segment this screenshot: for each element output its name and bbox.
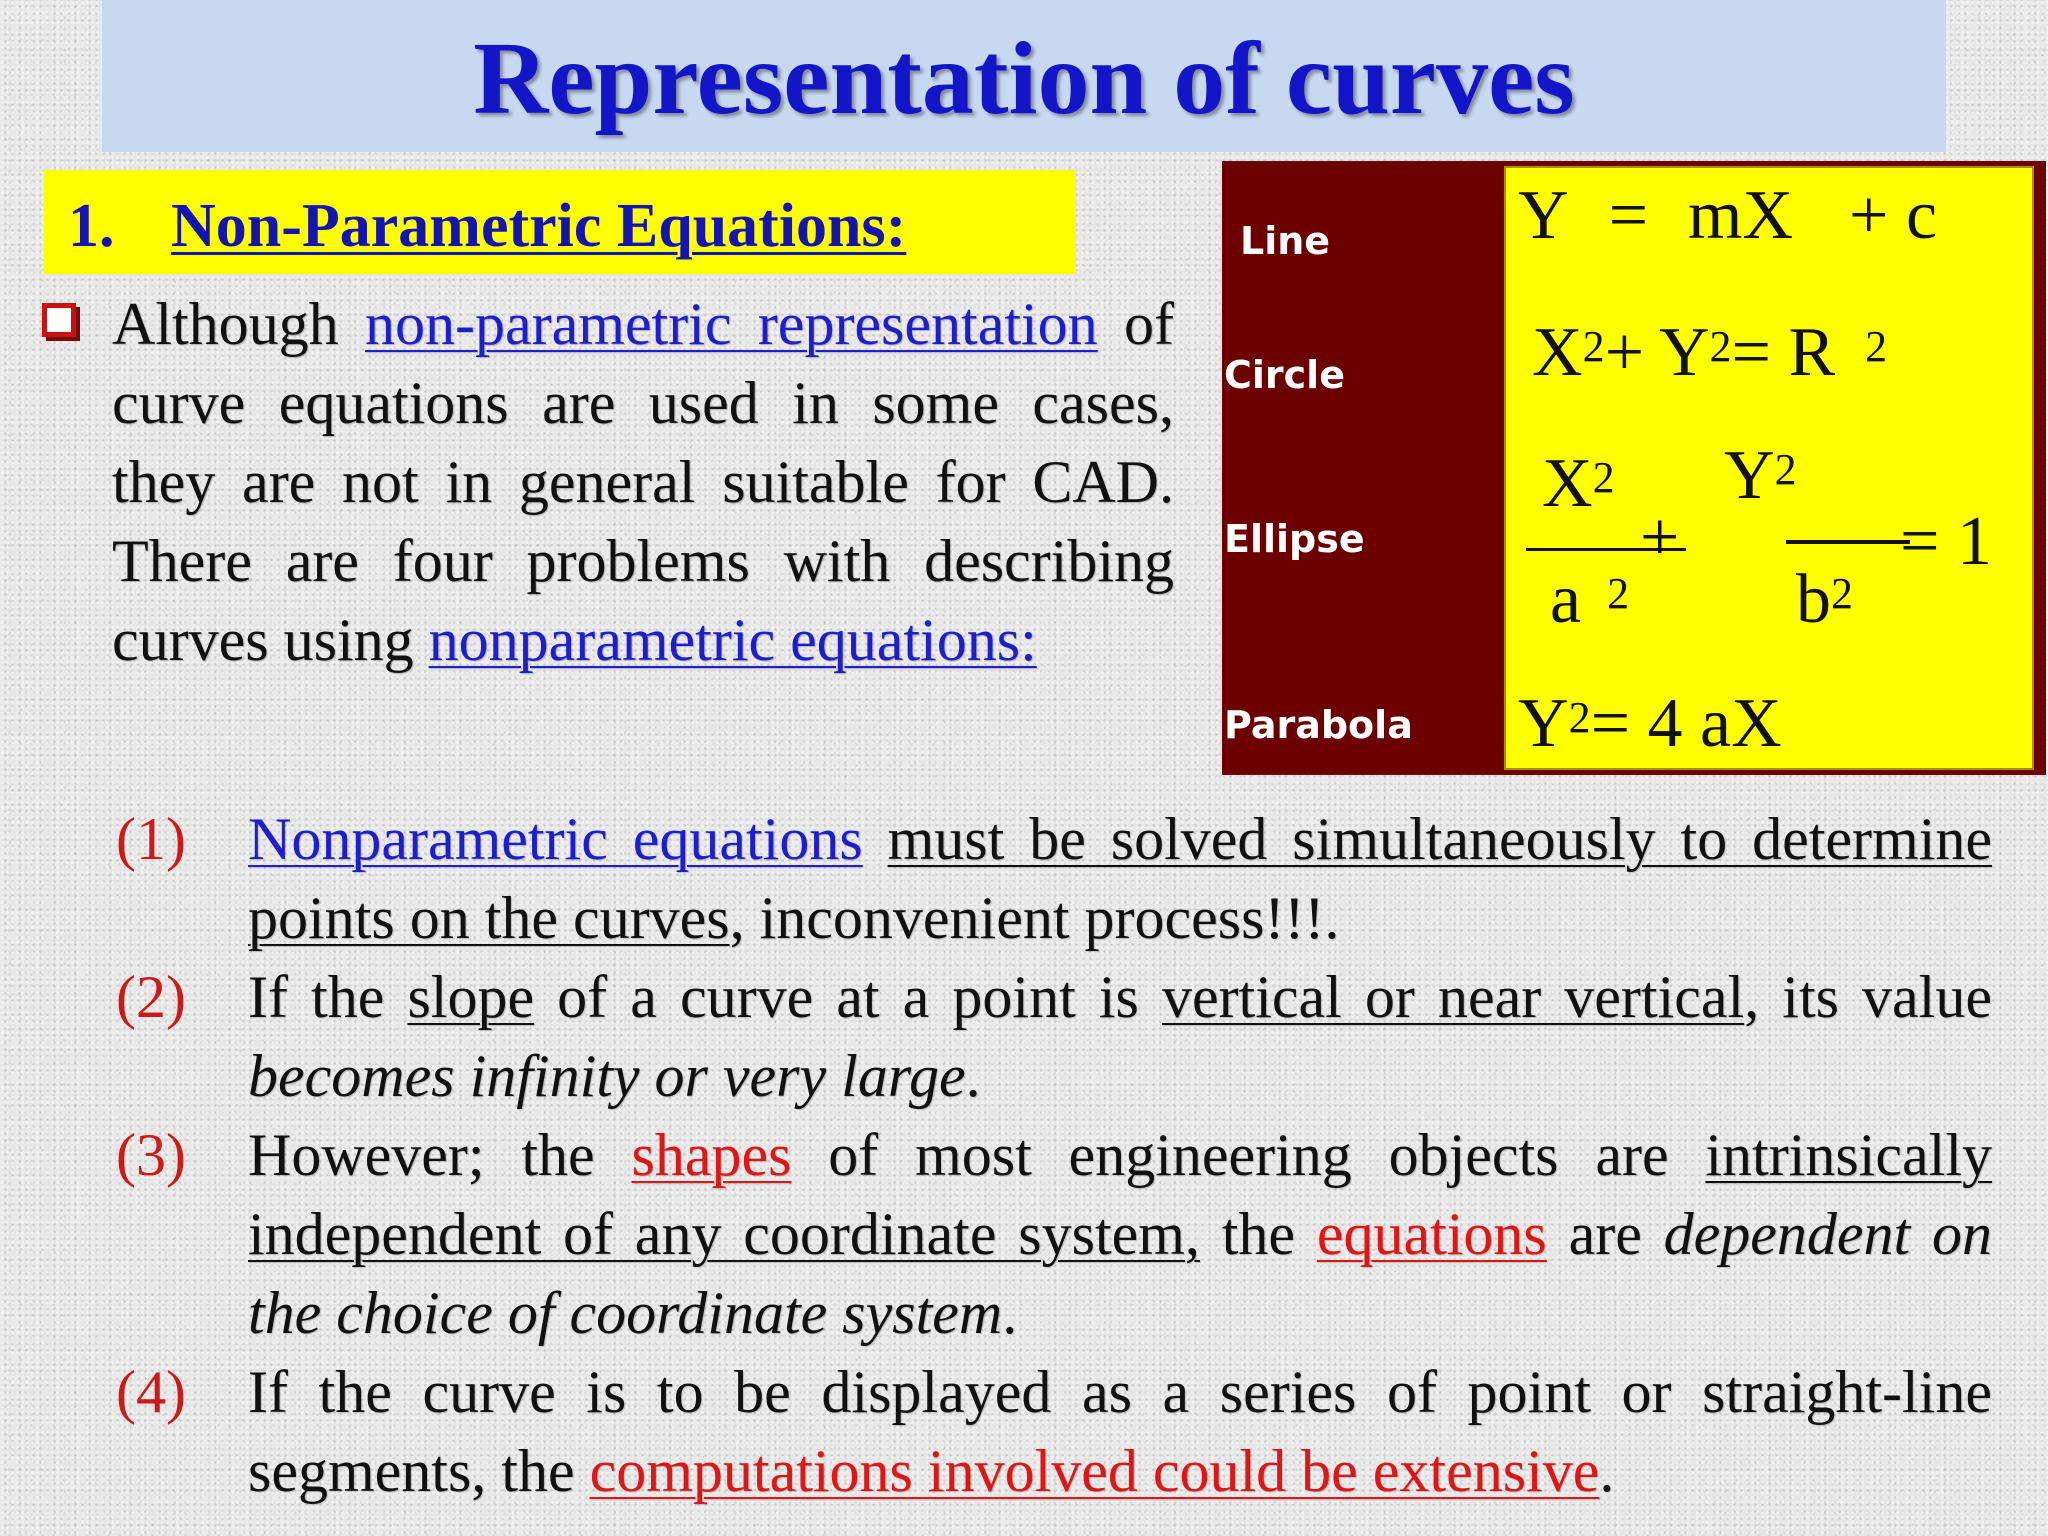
- item-1-link[interactable]: Nonparametric equations: [248, 806, 863, 872]
- intro-link-nonparametric-equations[interactable]: nonparametric equations:: [428, 607, 1037, 673]
- equation-circle: $X^2+ Y^2= R$ $^2$: [1532, 314, 1888, 391]
- ellipse-b: $b^2$: [1796, 561, 1853, 638]
- ellipse-y: $Y^2$: [1724, 437, 1797, 514]
- item-number-1: (1): [116, 806, 186, 872]
- ellipse-plus: +: [1640, 499, 1680, 576]
- ellipse-a: a $^2$: [1550, 561, 1630, 638]
- intro-text-1: Although: [112, 291, 366, 357]
- item-number-2: (2): [116, 964, 186, 1030]
- subheading-text: Non-Parametric Equations:: [171, 192, 907, 260]
- subheading: [68, 186, 906, 266]
- label-parabola: Parabola: [1224, 703, 1413, 747]
- page-title: Representation of curves: [473, 21, 1575, 136]
- ellipse-x: $X^2$: [1542, 445, 1615, 522]
- label-line: Line: [1240, 219, 1331, 263]
- intro-text-2: of curve equations are used in some cases, they are not in general suitable for CAD. There are four problems with describing curves using: [112, 291, 1175, 673]
- item-4-text: If the curve is to be displayed as a series of point or straight-line segments, the computations involved could be extensive.: [248, 1359, 1992, 1504]
- intro-paragraph: [112, 285, 1174, 680]
- item-number-4: (4): [116, 1359, 186, 1425]
- equation-parabola: $Y^2= 4$ aX: [1518, 685, 1782, 762]
- item-2-text: If the slope of a curve at a point is vertical or near vertical, its value becomes infinity or very large.: [248, 964, 1992, 1109]
- label-circle: Circle: [1224, 353, 1345, 397]
- intro-link-nonparametric-representation[interactable]: non-parametric representation: [365, 291, 1098, 357]
- item-3-text: However; the shapes of most engineering objects are intrinsically independent of any coordinate system, the equations are dependent on the choice of coordinate system.: [248, 1122, 1993, 1346]
- equation-line: Y = mX + c: [1518, 177, 1938, 254]
- label-ellipse: Ellipse: [1224, 517, 1365, 561]
- ellipse-equals: = 1: [1900, 503, 1992, 580]
- item-1-text: Nonparametric equations must be solved simultaneously to determine points on the curves, inconvenient process!!!.: [248, 806, 1992, 951]
- item-number-3: (3): [116, 1122, 186, 1188]
- subheading-number: 1.: [68, 192, 115, 260]
- checkbox-bullet-icon: [42, 303, 76, 337]
- ellipse-fraction-line-right: [1786, 540, 1910, 544]
